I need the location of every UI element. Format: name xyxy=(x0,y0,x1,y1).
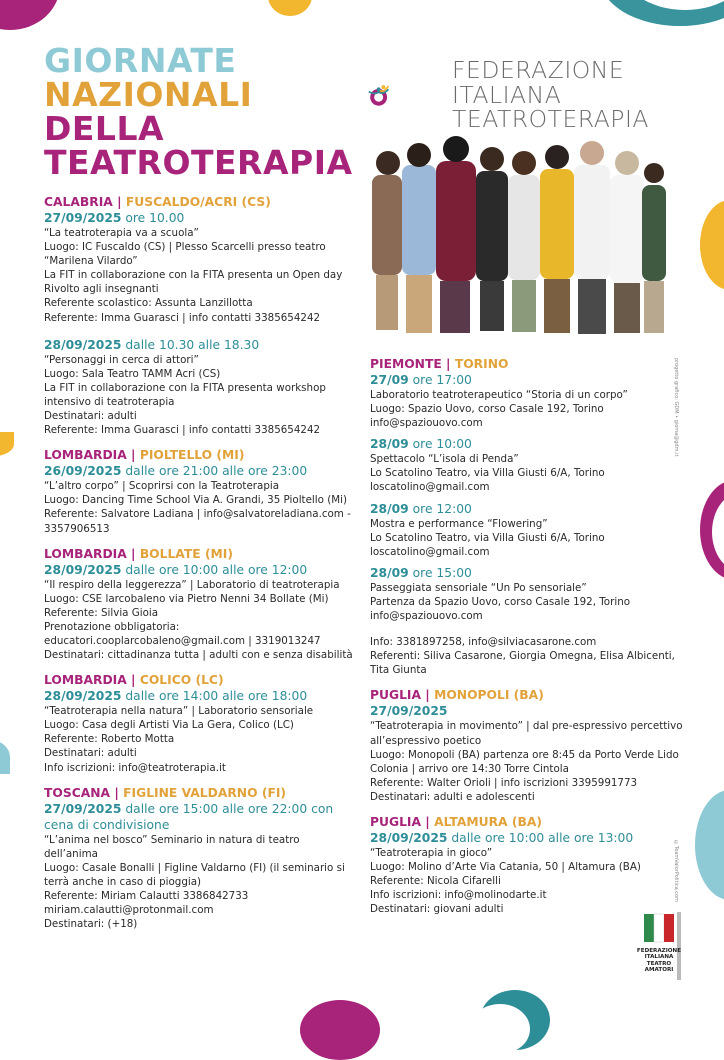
event-block xyxy=(370,830,692,916)
people-circle-logo-icon xyxy=(366,45,456,145)
event-section xyxy=(44,546,356,663)
region-name: LOMBARDIA xyxy=(44,546,127,561)
event-time: dalle ore 10:00 alle ore 13:00 xyxy=(451,830,634,845)
event-detail-line: 3357906513 xyxy=(44,522,110,535)
title-line-4: TEATROTERAPIA xyxy=(44,143,353,182)
region-city: PIOLTELLO (MI) xyxy=(139,448,245,463)
event-time: ore 17:00 xyxy=(412,373,472,387)
region-separator: | xyxy=(126,546,140,561)
event-region-heading xyxy=(44,194,356,210)
deco-lightblue-left xyxy=(0,740,10,774)
event-block xyxy=(370,372,692,430)
event-date: 27/09/2025 xyxy=(44,801,122,816)
event-region-heading xyxy=(370,356,692,372)
logo-line-1: FEDERAZIONE xyxy=(452,56,625,84)
event-detail-line: Laboratorio teatroterapeutico “Storia di un corpo” xyxy=(370,389,628,401)
event-section xyxy=(44,785,356,932)
event-detail-line: Referente: Salvatore Ladiana | info@salvatoreladiana.com - xyxy=(44,508,351,521)
logo-line-3: TEATROTERAPIA xyxy=(452,105,649,133)
event-date-time xyxy=(44,801,356,817)
event-detail-line: Destinatari: cittadinanza tutta | adulti con e senza disabilità xyxy=(44,649,353,662)
page-title xyxy=(44,41,353,182)
event-detail-line: Destinatari: (+18) xyxy=(44,918,138,931)
event-block xyxy=(44,801,356,932)
event-detail-line: Destinatari: adulti xyxy=(44,410,137,423)
region-separator: | xyxy=(421,814,435,829)
event-date: 27/09/2025 xyxy=(44,211,122,225)
region-city: TORINO xyxy=(454,357,509,371)
events-left-column xyxy=(44,194,356,941)
event-block xyxy=(370,501,692,559)
event-date-time xyxy=(370,372,692,388)
people-silhouettes xyxy=(372,136,666,334)
deco-gold-top xyxy=(268,0,312,16)
event-section xyxy=(370,687,692,804)
deco-lightblue-right xyxy=(695,790,724,900)
event-detail-line: “Teatroterapia in gioco” xyxy=(370,846,493,859)
event-detail-line: loscatolino@gmail.com xyxy=(370,481,490,494)
event-detail-line: Destinatari: adulti xyxy=(44,747,137,760)
event-time: ore 15:00 xyxy=(412,565,472,580)
event-time: dalle 10.30 alle 18.30 xyxy=(125,337,260,352)
event-detail-line: Lo Scatolino Teatro, via Villa Giusti 6/A, Torino xyxy=(370,467,605,480)
badge-line-4: AMATORI xyxy=(644,967,674,974)
event-time: ore 12:00 xyxy=(412,501,472,516)
event-region-heading xyxy=(44,785,356,801)
title-line-2: NAZIONALI xyxy=(44,75,253,114)
region-name: PUGLIA xyxy=(370,688,422,703)
event-date: 28/09/2025 xyxy=(370,830,448,845)
event-detail-line: Referente: Miriam Calautti 3386842733 xyxy=(44,890,249,902)
side-credit-top: progetto grafico: GDM • gioma@gdm.it xyxy=(673,358,679,457)
event-detail-line: La FIT in collaborazione con la FITA presenta un Open day xyxy=(44,269,343,282)
event-detail-line: Luogo: Monopoli (BA) partenza ore 8:45 da Porto Verde Lido xyxy=(370,748,679,761)
title-line-1: GIORNATE xyxy=(44,41,237,80)
event-detail-line: “L’altro corpo” | Scoprirsi con la Teatroterapia xyxy=(44,480,280,493)
region-separator: | xyxy=(126,673,140,688)
events-right-column xyxy=(370,356,692,926)
event-detail-line: Destinatari: adulti e adolescenti xyxy=(370,790,535,803)
event-detail-line: Referente: Roberto Motta xyxy=(44,733,175,746)
event-detail-line: Partenza da Spazio Uovo, corso Casale 192, Torino xyxy=(370,595,631,608)
event-detail-line: Luogo: IC Fuscaldo (CS) | Plesso Scarcelli presso teatro xyxy=(44,241,326,254)
event-detail-line: info@spaziouovo.com xyxy=(370,417,483,430)
event-date: 27/09/2025 xyxy=(370,704,448,719)
event-date: 28/09 xyxy=(370,437,409,452)
event-detail-line: La FIT in collaborazione con la FITA presenta workshop xyxy=(44,381,326,394)
event-date-time xyxy=(370,830,692,846)
event-detail-line: Info iscrizioni: info@teatroterapia.it xyxy=(44,761,226,774)
event-date-time xyxy=(370,703,692,719)
event-footer-line: Info: 3381897258, info@silviacasarone.com xyxy=(370,636,597,649)
event-detail-line: Colonia | arrivo ore 14:30 Torre Cintola xyxy=(370,762,569,775)
event-detail-line: Destinatari: giovani adulti xyxy=(370,903,504,916)
region-name: CALABRIA xyxy=(44,195,113,209)
event-detail-line: Luogo: Casale Bonalli | Figline Valdarno (FI) (il seminario si xyxy=(44,861,345,874)
event-detail-line: Spettacolo “L’isola di Penda” xyxy=(370,453,519,466)
region-city: FUSCALDO/ACRI (CS) xyxy=(125,195,271,209)
event-region-heading xyxy=(44,447,356,463)
deco-magenta-top-left xyxy=(0,0,60,30)
event-detail-line: Referente scolastico: Assunta Lanzillotta xyxy=(44,297,253,310)
event-detail-line: Luogo: Sala Teatro TAMM Acri (CS) xyxy=(44,367,221,380)
event-detail-line: “Personaggi in cerca di attori” xyxy=(44,353,199,366)
deco-magenta-bottom xyxy=(300,1000,380,1060)
event-detail-line: Info iscrizioni: info@molinodarte.it xyxy=(370,889,547,902)
event-detail-line: info@spaziouovo.com xyxy=(370,610,483,623)
event-detail-line: “Teatroterapia in movimento” | dal pre-espressivo percettivo xyxy=(370,720,683,733)
event-date-time xyxy=(370,501,692,517)
event-detail-line: educatori.cooplarcobaleno@gmail.com | 3319013247 xyxy=(44,634,321,647)
event-date-time xyxy=(44,463,356,479)
event-block xyxy=(44,210,356,325)
region-name: LOMBARDIA xyxy=(44,448,127,463)
event-detail-line: Referente: Imma Guarasci | info contatti 3385654242 xyxy=(44,424,321,437)
event-date: 28/09/2025 xyxy=(44,689,122,704)
event-detail-line: Referente: Walter Orioli | info iscrizioni 3395991773 xyxy=(370,776,638,789)
event-detail-line: Luogo: Spazio Uovo, corso Casale 192, Torino xyxy=(370,403,604,416)
region-city: ALTAMURA (BA) xyxy=(434,814,542,829)
region-separator: | xyxy=(126,448,140,463)
region-separator: | xyxy=(110,785,124,800)
event-detail-line: Luogo: CSE larcobaleno via Pietro Nenni 34 Bollate (Mi) xyxy=(44,592,329,605)
event-detail-line: Prenotazione obbligatoria: xyxy=(44,620,180,633)
side-credit-bottom: ©TeamValorPolitica.com xyxy=(673,840,679,902)
event-region-heading xyxy=(370,814,692,830)
region-name: PUGLIA xyxy=(370,814,422,829)
event-detail-line: Rivolto agli insegnanti xyxy=(44,283,159,296)
deco-gold-right xyxy=(700,200,724,290)
event-block xyxy=(44,463,356,535)
event-time: dalle ore 15:00 alle ore 22:00 con xyxy=(125,801,334,816)
fita-badge-text xyxy=(634,948,684,974)
title-line-3: DELLA xyxy=(44,109,165,148)
logo-wordmark xyxy=(452,58,649,132)
event-block xyxy=(370,565,692,623)
event-date: 28/09 xyxy=(370,565,409,580)
badge-line-1: FEDERAZIONE xyxy=(636,948,682,954)
event-section xyxy=(370,356,692,677)
event-detail-line: miriam.calautti@protonmail.com xyxy=(44,904,214,917)
event-block xyxy=(44,688,356,774)
event-detail-line: “Teatroterapia nella natura” | Laboratorio sensoriale xyxy=(44,705,314,718)
event-detail-line: intensivo di teatroterapia xyxy=(44,395,175,408)
region-name: TOSCANA xyxy=(44,785,111,800)
event-footer-line: Tita Giunta xyxy=(370,664,427,677)
event-section xyxy=(44,672,356,774)
region-city: COLICO (LC) xyxy=(139,673,224,688)
event-section xyxy=(44,447,356,535)
event-block xyxy=(370,436,692,494)
event-date-time xyxy=(44,562,356,578)
badge-line-2: ITALIANA xyxy=(644,954,674,961)
event-block xyxy=(44,562,356,663)
event-detail-line: Luogo: Molino d’Arte Via Catania, 50 | Altamura (BA) xyxy=(370,861,641,874)
event-time-continued: cena di condivisione xyxy=(44,817,170,832)
region-name: LOMBARDIA xyxy=(44,673,127,688)
event-detail-line: Luogo: Casa degli Artisti Via La Gera, Colico (LC) xyxy=(44,719,294,732)
event-date-time xyxy=(370,436,692,452)
event-block xyxy=(44,337,356,438)
event-date-time xyxy=(370,565,692,581)
event-date: 28/09/2025 xyxy=(44,337,122,352)
event-section xyxy=(44,194,356,437)
region-city: FIGLINE VALDARNO (FI) xyxy=(123,785,287,800)
event-region-heading xyxy=(370,687,692,703)
event-time: ore 10:00 xyxy=(412,437,472,452)
event-date-time xyxy=(44,210,356,226)
event-detail-line: Mostra e performance “Flowering” xyxy=(370,517,548,530)
event-detail-line: Lo Scatolino Teatro, via Villa Giusti 6/A, Torino xyxy=(370,531,605,544)
event-detail-line: Luogo: Dancing Time School Via A. Grandi, 35 Pioltello (Mi) xyxy=(44,494,347,507)
event-detail-line: terrà anche in caso di pioggia) xyxy=(44,875,202,888)
badge-line-3: TEATRO xyxy=(646,960,672,967)
event-date-time xyxy=(44,688,356,704)
event-detail-line: Referente: Nicola Cifarelli xyxy=(370,875,501,888)
event-detail-line: Referente: Silvia Gioia xyxy=(44,606,159,619)
region-name: PIEMONTE xyxy=(370,357,442,371)
event-detail-line: loscatolino@gmail.com xyxy=(370,545,490,558)
logo-line-2: ITALIANA xyxy=(452,80,562,109)
deco-gold-left xyxy=(0,432,14,456)
event-block xyxy=(370,703,692,804)
region-separator: | xyxy=(112,195,126,209)
event-footer-info xyxy=(370,635,692,677)
event-time: dalle ore 14:00 alle ore 18:00 xyxy=(125,689,308,704)
event-detail-line: Referente: Imma Guarasci | info contatti 3385654242 xyxy=(44,311,321,324)
region-separator: | xyxy=(421,688,435,703)
event-date: 28/09 xyxy=(370,501,409,516)
event-detail-line: “L’anima nel bosco” Seminario in natura di teatro dell’anima xyxy=(44,833,300,860)
event-time: ore 10.00 xyxy=(125,211,185,225)
group-photo xyxy=(364,135,670,340)
event-detail-line: Passeggiata sensoriale “Un Po sensoriale” xyxy=(370,581,587,594)
event-region-heading xyxy=(44,672,356,688)
event-detail-line: all’espressivo poetico xyxy=(370,734,482,747)
event-date: 26/09/2025 xyxy=(44,464,122,479)
event-detail-line: “Il respiro della leggerezza” | Laboratorio di teatroterapia xyxy=(44,578,340,591)
region-city: MONOPOLI (BA) xyxy=(434,688,544,703)
event-date-time xyxy=(44,337,356,353)
event-section xyxy=(370,814,692,916)
event-region-heading xyxy=(44,546,356,562)
region-city: BOLLATE (MI) xyxy=(139,546,233,561)
deco-teal-bottom-cut xyxy=(470,1004,530,1054)
event-footer-line: Referenti: Siliva Casarone, Giorgia Omegna, Elisa Albicenti, xyxy=(370,650,675,663)
region-separator: | xyxy=(441,357,455,371)
event-detail-line: “La teatroterapia va a scuola” xyxy=(44,227,199,239)
event-detail-line: “Marilena Vilardo” xyxy=(44,255,138,268)
event-date: 27/09 xyxy=(370,373,409,387)
event-time: dalle ore 10:00 alle ore 12:00 xyxy=(125,562,308,577)
event-time: dalle ore 21:00 alle ore 23:00 xyxy=(125,464,308,479)
event-date: 28/09/2025 xyxy=(44,562,122,577)
